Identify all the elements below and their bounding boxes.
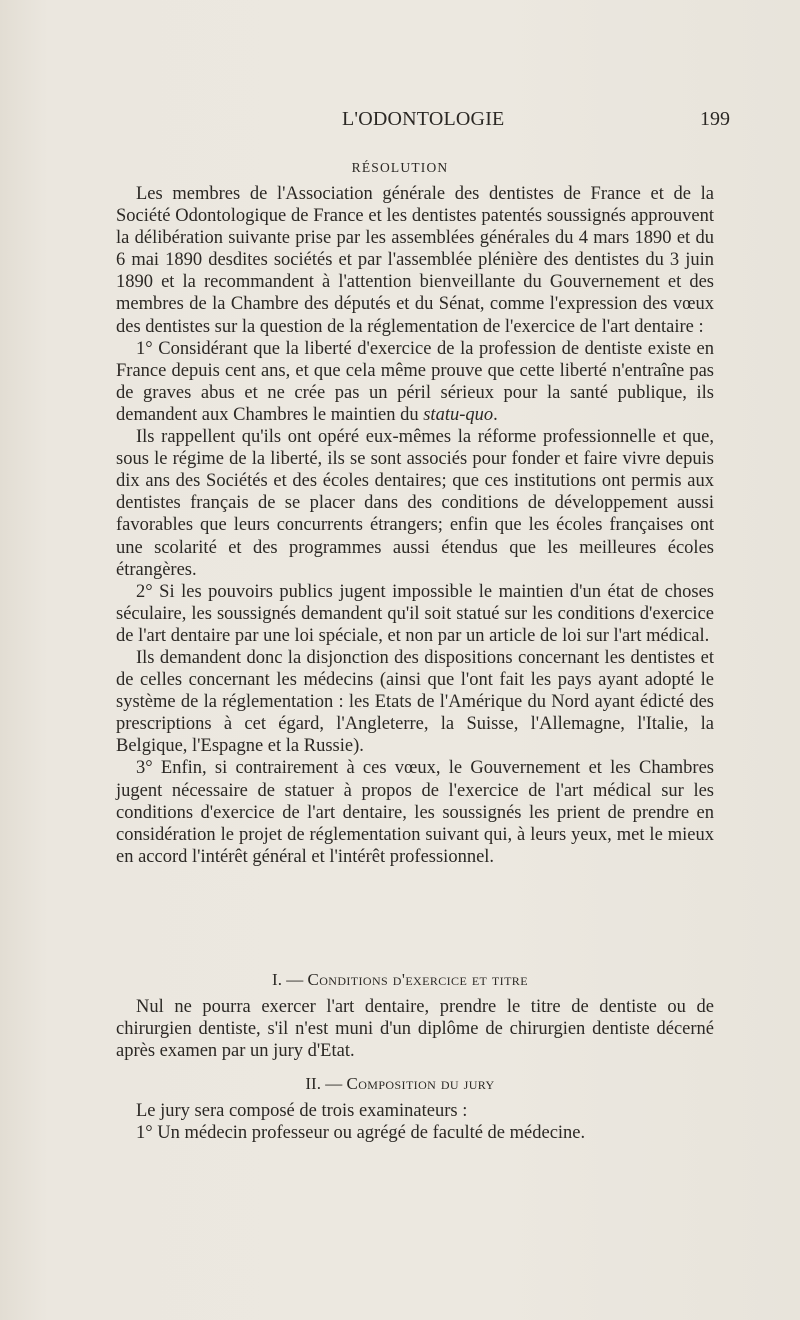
section-2-intro: Le jury sera composé de trois examinateurs :	[136, 1101, 468, 1121]
section-2-heading	[0, 1074, 800, 1094]
section-1-body	[116, 996, 714, 1062]
resolution-point-1-followup: Ils rappellent qu'ils ont opéré eux-mêmes la réforme professionnelle et que, sous le régime de la liberté, ils se sont associés pour fonder et faire vivre depuis dix ans des Sociétés et des écoles dentaires; que ces institutions ont permis aux dentistes français de se placer dans des conditions de développement aussi favorables que leurs concurrents étrangers; enfin que les écoles françaises ont une scolarité et des programmes aussi étendus que les meilleures écoles étrangères.	[116, 427, 714, 580]
section-2-item-1: 1° Un médecin professeur ou agrégé de faculté de médecine.	[136, 1123, 586, 1144]
section-2-title: Composition du jury	[346, 1074, 495, 1093]
section-1-text: Nul ne pourra exercer l'art dentaire, prendre le titre de dentiste ou de chirurgien dentiste, s'il n'est muni d'un diplôme de chirurgien dentiste décerné après examen par un jury d'Etat.	[116, 997, 714, 1062]
point-1-end: .	[493, 404, 498, 425]
resolution-body	[116, 183, 714, 868]
resolution-point-3: 3° Enfin, si contrairement à ces vœux, le Gouvernement et les Chambres jugent nécessaire de statuer à propos de l'exercice de l'art médical sur les conditions d'exercice de l'art dentaire, les soussignés les prient de prendre en considération le projet de réglementation suivant qui, à leurs yeux, met le mieux en accord l'intérêt général et l'intérêt professionnel.	[116, 758, 714, 867]
section-2-body	[116, 1100, 714, 1144]
section-1-numeral: I. —	[272, 970, 308, 989]
section-1-title: Conditions d'exercice et titre	[307, 970, 528, 989]
resolution-point-1	[116, 338, 714, 426]
page-number: 199	[700, 108, 730, 130]
resolution-point-2: 2° Si les pouvoirs publics jugent impossible le maintien d'un état de choses séculaire, les soussignés demandent qu'il soit statué sur les conditions d'exercice de l'art dentaire par une loi spéciale, et non par un article de loi sur l'art médical.	[116, 581, 714, 646]
resolution-title: RÉSOLUTION	[351, 160, 449, 175]
resolution-intro: Les membres de l'Association générale des dentistes de France et de la Société Odontologique de France et les dentistes patentés soussignés approuvent la délibération suivante prise par les assemblées générales du 4 mars 1890 et du 6 mai 1890 desdites sociétés et par l'assemblée plénière des dentistes du 3 juin 1890 et la recommandent à l'attention bienveillante du Gouvernement et des membres de la Chambre des députés et du Sénat, comme l'expression des vœux des dentistes sur la question de la réglementation de l'exercice de l'art dentaire :	[116, 184, 714, 337]
section-2-numeral: II. —	[305, 1074, 347, 1093]
resolution-point-2-followup: Ils demandent donc la disjonction des dispositions concernant les dentistes et de celles concernant les médecins (ainsi que l'ont fait les pays ayant adopté le système de la réglementation : les Etats de l'Amérique du Nord ayant édicté des prescriptions à cet égard, l'Angleterre, la Suisse, l'Allemagne, l'Italie, la Belgique, l'Espagne et la Russie).	[116, 647, 714, 757]
page-header	[118, 108, 734, 138]
point-1-text: 1° Considérant que la liberté d'exercice de la profession de dentiste existe en France depuis cent ans, et que cela même prouve que cette liberté n'entraîne pas de graves abus et ne crée pas un péril sérieux pour la santé publique, ils demandent aux Chambres le maintien du	[116, 338, 714, 425]
statu-quo-term: statu-quo	[423, 404, 494, 425]
running-title: L'ODONTOLOGIE	[342, 108, 505, 130]
section-1-heading	[0, 970, 800, 990]
